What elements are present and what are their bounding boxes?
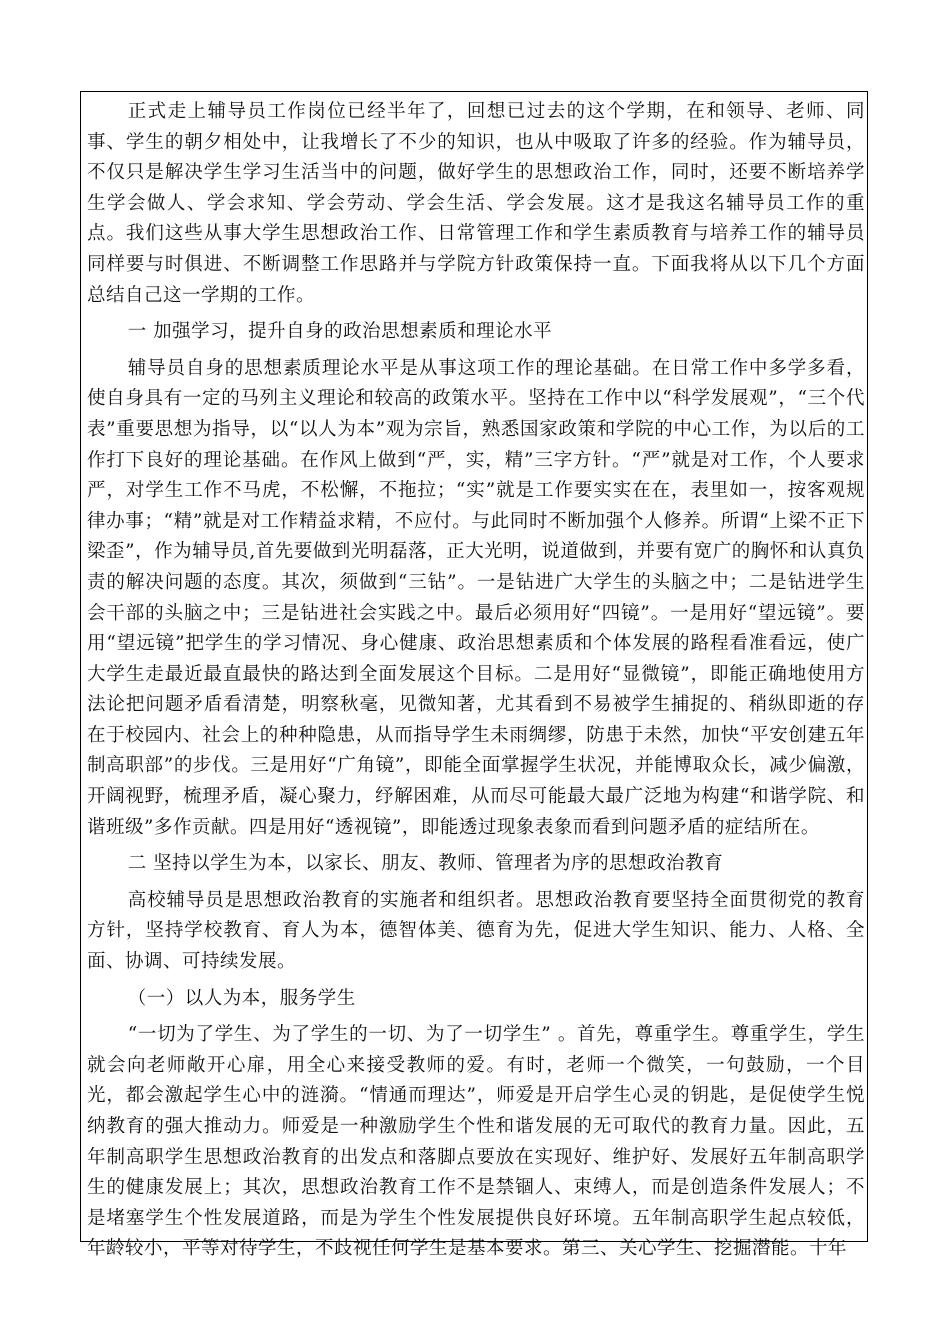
section-heading-2: 二 坚持以学生为本，以家长、朋友、教师、管理者为序的思想政治教育	[127, 853, 724, 875]
subsection-heading-1: （一）以人为本，服务学生	[127, 987, 356, 1009]
document-body	[87, 97, 865, 1265]
section-2-paragraph: 高校辅导员是思想政治教育的实施者和组织者。思想政治教育要坚持全面贯彻党的教育方针，坚持学校教育、育人为本，德智体美、德育为先，促进大学生知识、能力、人格、全面、协调、可持续发展。	[87, 889, 865, 973]
section-heading-1: 一 加强学习，提升自身的政治思想素质和理论水平	[127, 321, 553, 343]
section-1-paragraph: 辅导员自身的思想素质理论水平是从事这项工作的理论基础。在日常工作中多学多看，使自身具有一定的马列主义理论和较高的政策水平。坚持在工作中以“科学发展观”，“三个代表”重要思想为指导，以“以人为本”观为宗旨，熟悉国家政策和学院的中心工作，为以后的工作打下良好的理论基础。在作风上做到“严，实，精”三字方针。“严”就是对工作，个人要求严，对学生工作不马虎，不松懈，不拖拉；“实”就是工作要实实在在，表里如一，按客观规律办事；“精”就是对工作精益求精，不应付。与此同时不断加强个人修养。所谓“上梁不正下梁歪”，作为辅导员,首先要做到光明磊落，正大光明，说道做到，并要有宽广的胸怀和认真负责的解决问题的态度。其次，须做到“三钻”。一是钻进广大学生的头脑之中；二是钻进学生会干部的头脑之中；三是钻进社会实践之中。最后必须用好“四镜”。一是用好“望远镜”。要用“望远镜”把学生的学习情况、身心健康、政治思想素质和个体发展的路程看准看远，使广大学生走最近最直最快的路达到全面发展这个目标。二是用好“显微镜”，即能正确地使用方法论把问题矛盾看清楚，明察秋毫，见微知著，尤其看到不易被学生捕捉的、稍纵即逝的存在于校园内、社会上的种种隐患，从而指导学生未雨绸缪，防患于未然，加快“平安创建五年制高职部”的步伐。三是用好“广角镜”，即能全面掌握学生状况，并能博取众长，减少偏激，开阔视野，梳理矛盾，凝心聚力，纾解困难，从而尽可能最大最广泛地为构建“和谐学院、和谐班级”多作贡献。四是用好“透视镜”，即能透过现象表象而看到问题矛盾的症结所在。	[87, 357, 865, 838]
subsection-1-paragraph: “一切为了学生、为了学生的一切、为了一切学生” 。首先，尊重学生。尊重学生，学生就会向老师敞开心扉，用全心来接受教师的爱。有时，老师一个微笑，一句鼓励，一个目光，都会激起学生心中的涟漪。“情通而理达”，师爱是开启学生心灵的钥匙，是促使学生悦纳教育的强大推动力。师爱是一种激励学生个性和谐发展的无可取代的教育力量。因此，五年制高职学生思想政治教育的出发点和落脚点要放在实现好、维护好、发展好五年制高职学生的健康发展上；其次，思想政治教育工作不是禁锢人、束缚人，而是创造条件发展人；不是堵塞学生个性发展道路，而是为学生个性发展提供良好环境。五年制高职学生起点较低，年龄较小，平等对待学生，不歧视任何学生是基本要求。第三、关心学生、挖掘潜能。十年	[87, 1024, 865, 1260]
intro-paragraph: 正式走上辅导员工作岗位已经半年了，回想已过去的这个学期，在和领导、老师、同事、学生的朝夕相处中，让我增长了不少的知识，也从中吸取了许多的经验。作为辅导员，不仅只是解决学生学习生活当中的问题，做好学生的思想政治工作，同时，还要不断培养学生学会做人、学会求知、学会劳动、学会生活、学会发展。这才是我这名辅导员工作的重点。我们这些从事大学生思想政治工作、日常管理工作和学生素质教育与培养工作的辅导员同样要与时俱进、不断调整工作思路并与学院方针政策保持一直。下面我将从以下几个方面总结自己这一学期的工作。	[87, 101, 865, 306]
